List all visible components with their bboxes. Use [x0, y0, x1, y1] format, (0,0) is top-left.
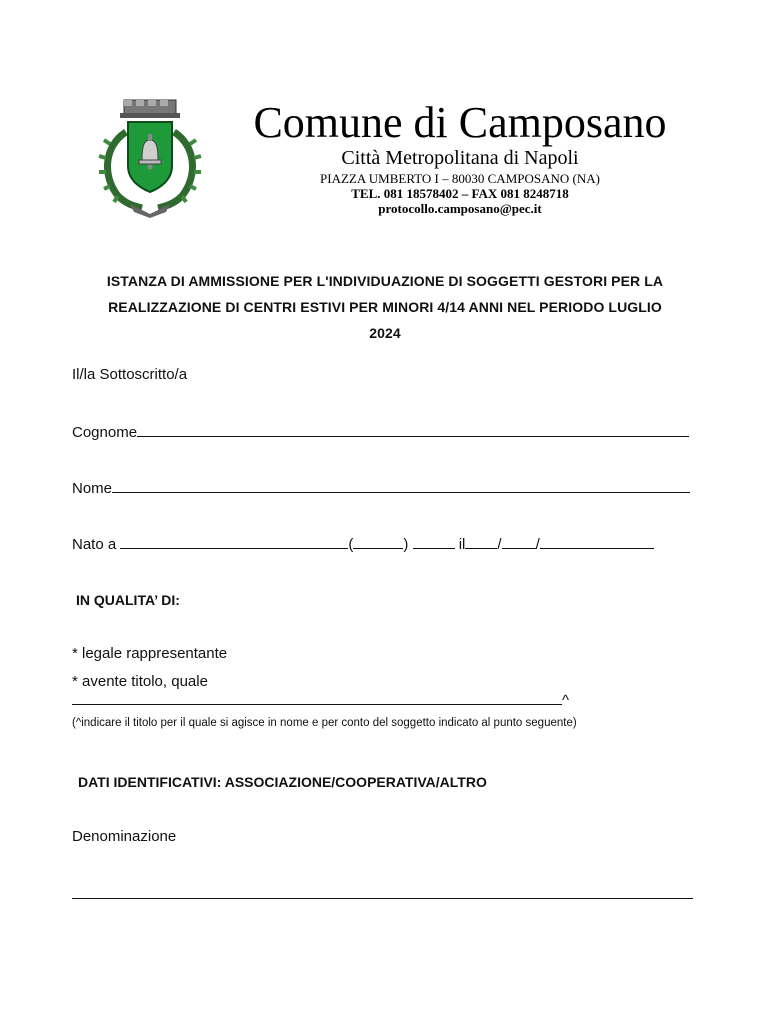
- coat-of-arms-icon: [96, 96, 204, 220]
- born-il-label: il: [458, 536, 466, 553]
- name-label: Nome: [72, 480, 113, 497]
- town-name: Comune di Camposano: [253, 98, 667, 147]
- in-qualita-heading: IN QUALITA’ DI:: [76, 592, 180, 608]
- birth-field-row: Nato a ( ) il / /: [72, 534, 654, 554]
- name-field[interactable]: [112, 478, 690, 493]
- caret-marker: ^: [562, 692, 570, 709]
- birth-province-field[interactable]: [353, 534, 403, 549]
- document-title-line-3: 2024: [369, 325, 401, 341]
- caret-note: (^indicare il titolo per il quale si agisce in nome e per conto del soggetto indicato al punto seguente): [72, 717, 577, 729]
- town-subtitle: Città Metropolitana di Napoli: [341, 147, 579, 169]
- title-field-row: [72, 690, 569, 710]
- title-field[interactable]: [72, 690, 562, 705]
- name-field-row: [72, 478, 690, 498]
- surname-field[interactable]: [137, 422, 689, 437]
- document-title: [72, 268, 698, 346]
- option-legal-representative: * legale rappresentante: [72, 645, 228, 662]
- denomination-field[interactable]: [72, 898, 693, 899]
- town-phone: TEL. 081 18578402 – FAX 081 8248718: [351, 186, 569, 201]
- birth-extra-field[interactable]: [413, 534, 455, 549]
- birth-day-field[interactable]: [465, 534, 497, 549]
- birth-month-field[interactable]: [502, 534, 536, 549]
- surname-field-row: [72, 422, 689, 442]
- born-label: Nato a: [72, 536, 117, 553]
- document-title-line-2: REALIZZAZIONE DI CENTRI ESTIVI PER MINORI 4/14 ANNI NEL PERIODO LUGLIO: [108, 299, 662, 315]
- denomination-label: Denominazione: [72, 828, 177, 845]
- surname-label: Cognome: [72, 424, 138, 441]
- undersigned-label: Il/la Sottoscritto/a: [72, 366, 188, 383]
- birth-year-field[interactable]: [540, 534, 654, 549]
- town-pec-email: protocollo.camposano@pec.it: [378, 201, 542, 216]
- dati-identificativi-heading: DATI IDENTIFICATIVI: ASSOCIAZIONE/COOPERATIVA/ALTRO: [78, 774, 487, 790]
- option-title-holder: * avente titolo, quale: [72, 673, 208, 690]
- birthplace-field[interactable]: [120, 534, 348, 549]
- town-address: PIAZZA UMBERTO I – 80030 CAMPOSANO (NA): [320, 171, 600, 186]
- document-title-line-1: ISTANZA DI AMMISSIONE PER L'INDIVIDUAZIONE DI SOGGETTI GESTORI PER LA: [106, 273, 664, 289]
- letterhead: [0, 0, 770, 240]
